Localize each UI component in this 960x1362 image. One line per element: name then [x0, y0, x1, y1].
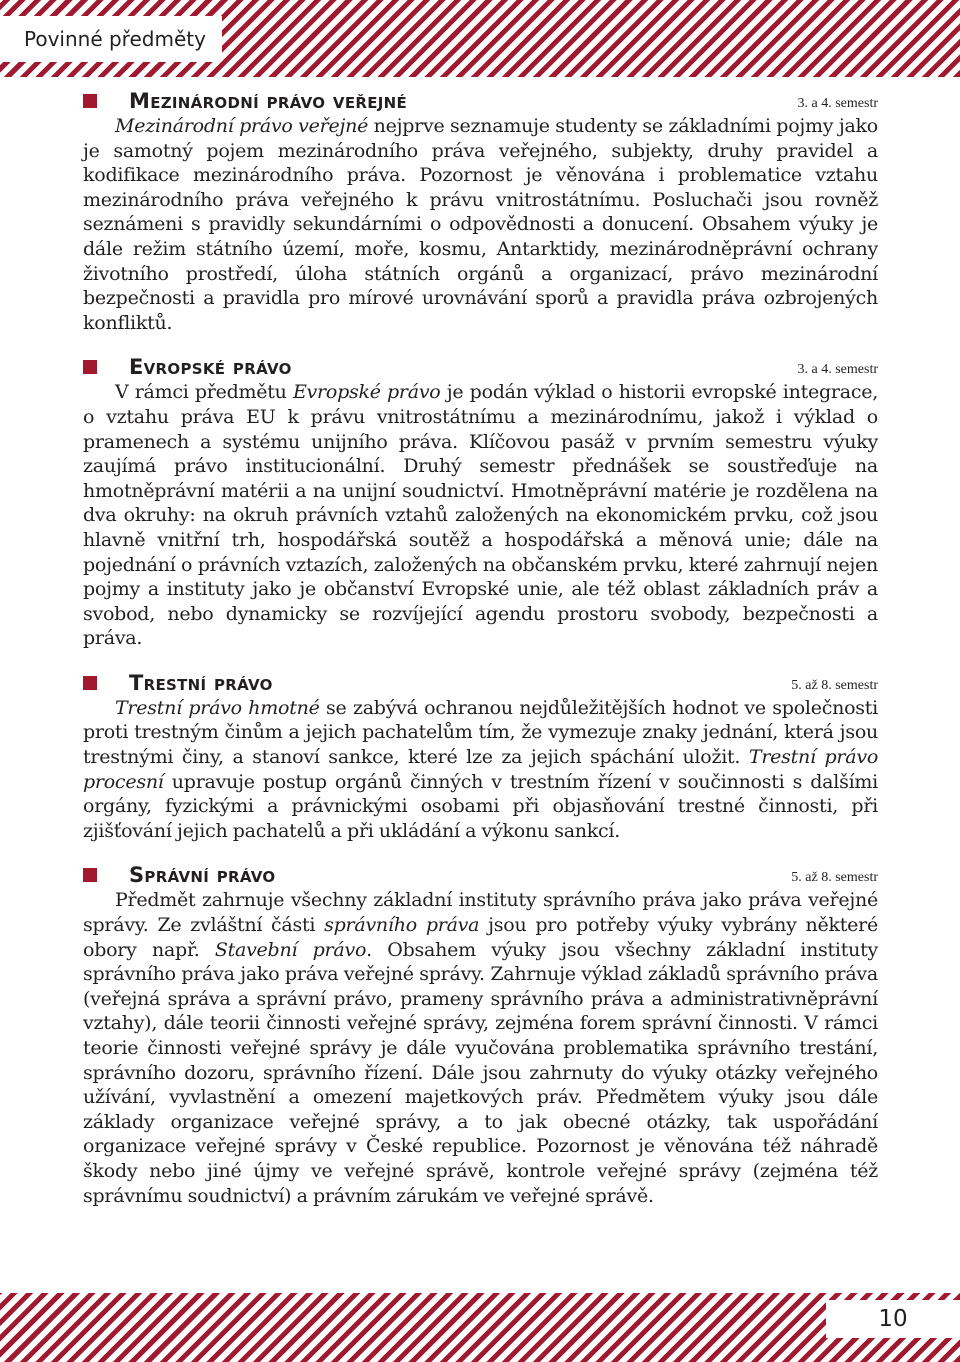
- section-body: [83, 888, 878, 1208]
- course-section: [83, 354, 878, 651]
- section-title: Správní právo: [129, 863, 276, 888]
- section-heading: [83, 670, 878, 696]
- course-section: [83, 670, 878, 844]
- semester-label: 3. a 4. semestr: [797, 96, 878, 111]
- emphasized-term: Trestní právo hmotné: [115, 696, 320, 719]
- text-run: jsou pro potřeby výuky vybrány některé obory např.: [83, 914, 878, 961]
- section-heading: [83, 88, 878, 114]
- text-run: nejprve seznamuje studenty se základními pojmy jako je samotný pojem mezinárodního práva veřejného, subjekty, druhy pravidel a kodifikace mezinárodního práva. Pozornost je věnována i problematice vztahu mezinárodního práva veřejného k právu vnitrostátnímu. Posluchači jsou rovněž seznámeni s pravidly sekundárními o odpovědnosti a donucení. Obsahem výuky je dále režim státního území, moře, kosmu, Antarktidy, mezinárodněprávní ochrany životního prostředí, úloha státních orgánů a organizací, právo mezinárodní bezpečnosti a pravidla pro mírové urovnávání sporů a pravidla práva ozbrojených konfliktů.: [83, 115, 878, 334]
- course-section: [83, 88, 878, 335]
- text-run: Předmět zahrnuje všechny základní instituty správního práva jako práva veřejné správy. Ze zvláštní části: [83, 889, 878, 937]
- section-body: [83, 380, 878, 651]
- semester-label: 5. až 8. semestr: [791, 870, 878, 886]
- course-section: [83, 862, 878, 1208]
- content: [83, 88, 878, 1227]
- emphasized-term: Evropské právo: [292, 381, 441, 404]
- text-run: se zabývá ochranou nejdůležitějších hodnot ve společnosti proti trestným činům a jejich pachatelům tím, že vymezuje znaky jednání, která jsou trestnými činy, a stanoví sankce, které lze za jejich spáchání uložit.: [83, 696, 878, 769]
- page-number: [826, 1300, 960, 1338]
- header-tab: [0, 16, 222, 62]
- emphasized-term: správního práva: [324, 914, 480, 937]
- bottom-stripe-band: [0, 1293, 960, 1362]
- header-title: Povinné předměty: [24, 27, 206, 51]
- emphasized-term: Trestní právo procesní: [83, 746, 879, 793]
- page-number-label: 10: [878, 1306, 908, 1332]
- section-title: Mezinárodní právo veřejné: [129, 89, 408, 113]
- text-run: je podán výklad o historii evropské integrace, o vztahu práva EU k právu vnitrostátnímu a mezinárodnímu, jakož i výklad o pramenech a systému unijního práva. Klíčovou pasáž v prvním semestru výuky zaujímá právo institucionální. Druhý semestr přednášek se soustřeďuje na hmotněprávní matérii a na unijní soudnictví. Hmotněprávní matérie je rozdělena na dva okruhy: na okruh právních vztahů založených na ekonomickém prvku, což jsou hlavně vnitřní trh, hospodářská soutěž a hospodářská a měnová unie; dále na pojednání o právních vztazích, založených na občanském prvku, které zahrnují nejen pojmy a instituty jako je občanství Evropské unie, ale též oblast základních práv a svobod, nebo dynamicky se rozvíjející agendu prostoru svobody, bezpečnosti a práva.: [83, 381, 878, 650]
- square-bullet-icon: [83, 868, 97, 882]
- square-bullet-icon: [83, 94, 97, 108]
- square-bullet-icon: [83, 676, 97, 690]
- emphasized-term: Mezinárodní právo veřejné: [115, 115, 369, 137]
- semester-label: 5. až 8. semestr: [791, 677, 878, 693]
- emphasized-term: Stavební právo: [214, 938, 367, 961]
- section-body: [83, 696, 878, 844]
- text-run: upravuje postup orgánů činných v trestním řízení v součinnosti s dalšími orgány, fyzickými a právnickými osobami při objasňování trestné činnosti, při zjišťování jejich pachatelů a při ukládání a výkonu sankcí.: [83, 770, 878, 842]
- semester-label: 3. a 4. semestr: [797, 362, 878, 378]
- section-heading: [83, 862, 878, 888]
- section-title: Trestní právo: [129, 670, 273, 695]
- text-run: V rámci předmětu: [115, 381, 293, 404]
- text-run: . Obsahem výuky jsou všechny základní instituty správního práva jako práva veřejné správy. Zahrnuje výklad základů správního práva (veřejná správa a správní právo, prameny správního práva a administrativněprávní vztahy), dále teorii činnosti veřejné správy, zejména forem správní činnosti. V rámci teorie činnosti veřejné správy je dále vyučována problematika správního trestání, správního dozoru, správního řízení. Dále jsou zahrnuty do výuky otázky veřejného užívání, vyvlastnění a omezení majetkových práv. Předmětem výuky jsou dále základy organizace veřejné správy, a to jak obecné otázky, tak uspořádání organizace veřejné správy v České republice. Pozornost je věnována též náhradě škody nebo jiné újmy ve veřejné správě, kontrole veřejné správy (zejména též správnímu soudnictví) a právním zárukám ve veřejné správě.: [83, 938, 879, 1207]
- section-heading: [83, 354, 878, 380]
- square-bullet-icon: [83, 360, 97, 374]
- section-title: Evropské právo: [129, 355, 292, 380]
- section-body: [83, 114, 878, 335]
